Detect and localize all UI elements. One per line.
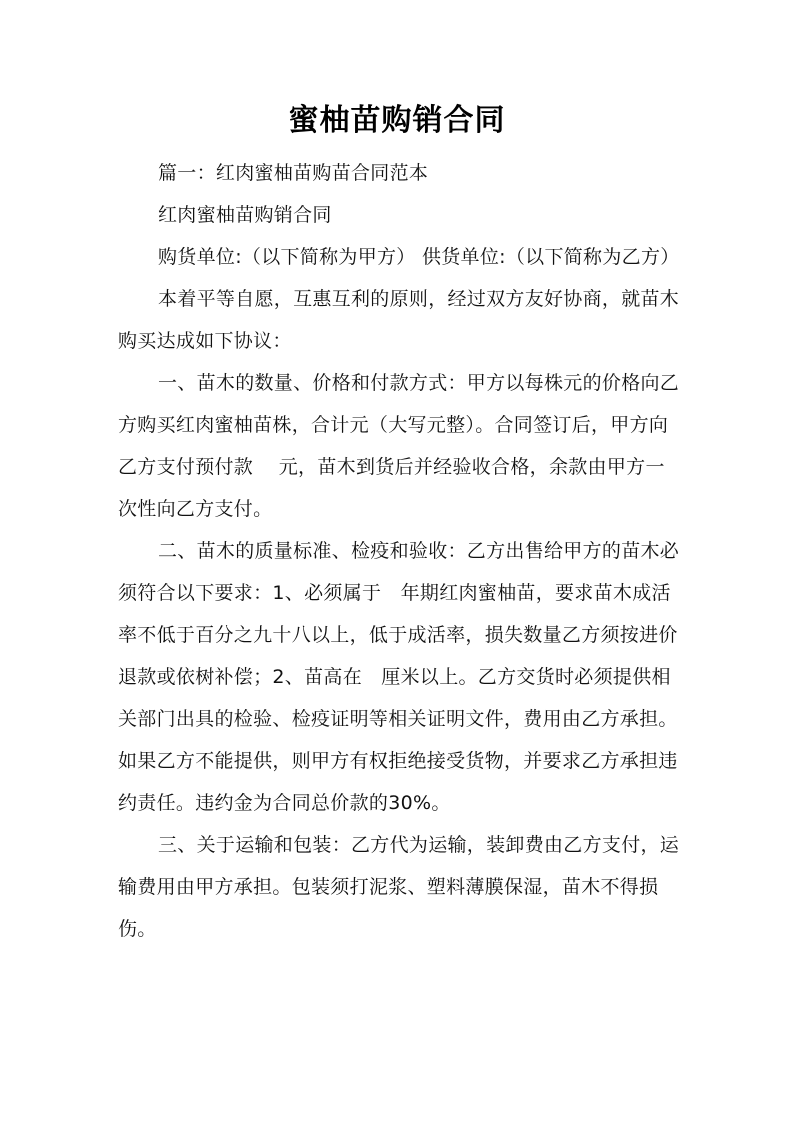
document-body [118,152,683,950]
clause-3-paragraph: 三、关于运输和包装：乙方代为运输，装卸费由乙方支付，运输费用由甲方承担。包装须打泥浆、塑料薄膜保湿，苗木不得损伤。 [118,834,680,940]
clause-2-paragraph: 二、苗木的质量标准、检疫和验收：乙方出售给甲方的苗木必须符合以下要求：1、必须属于 年期红肉蜜柚苗，要求苗木成活率不低于百分之九十八以上，低于成活率，损失数量乙方须按进价退款或依树补偿；2、苗高在 厘米以上。乙方交货时必须提供相关部门出具的检验、检疫证明等相关证明文件，费用由乙方承担。如果乙方不能提供，则甲方有权拒绝接受货物，并要求乙方承担违约责任。违约金为合同总价款的30%。 [118,540,680,814]
intro-paragraph: 本着平等自愿，互惠互利的原则，经过双方友好协商，就苗木购买达成如下协议： [118,288,680,352]
section-heading: 篇一：红肉蜜柚苗购苗合同范本 [158,162,429,184]
document-title: 蜜柚苗购销合同 [288,103,506,138]
clause-1-paragraph: 一、苗木的数量、价格和付款方式：甲方以每株元的价格向乙方购买红肉蜜柚苗株，合计元（大写元整）。合同签订后，甲方向乙方支付预付款 元，苗木到货后并经验收合格，余款由甲方一次性向乙方支付。 [118,372,680,520]
contract-heading: 红肉蜜柚苗购销合同 [158,204,332,226]
parties-paragraph: 购货单位:（以下简称为甲方） 供货单位:（以下简称为乙方） [158,246,680,268]
